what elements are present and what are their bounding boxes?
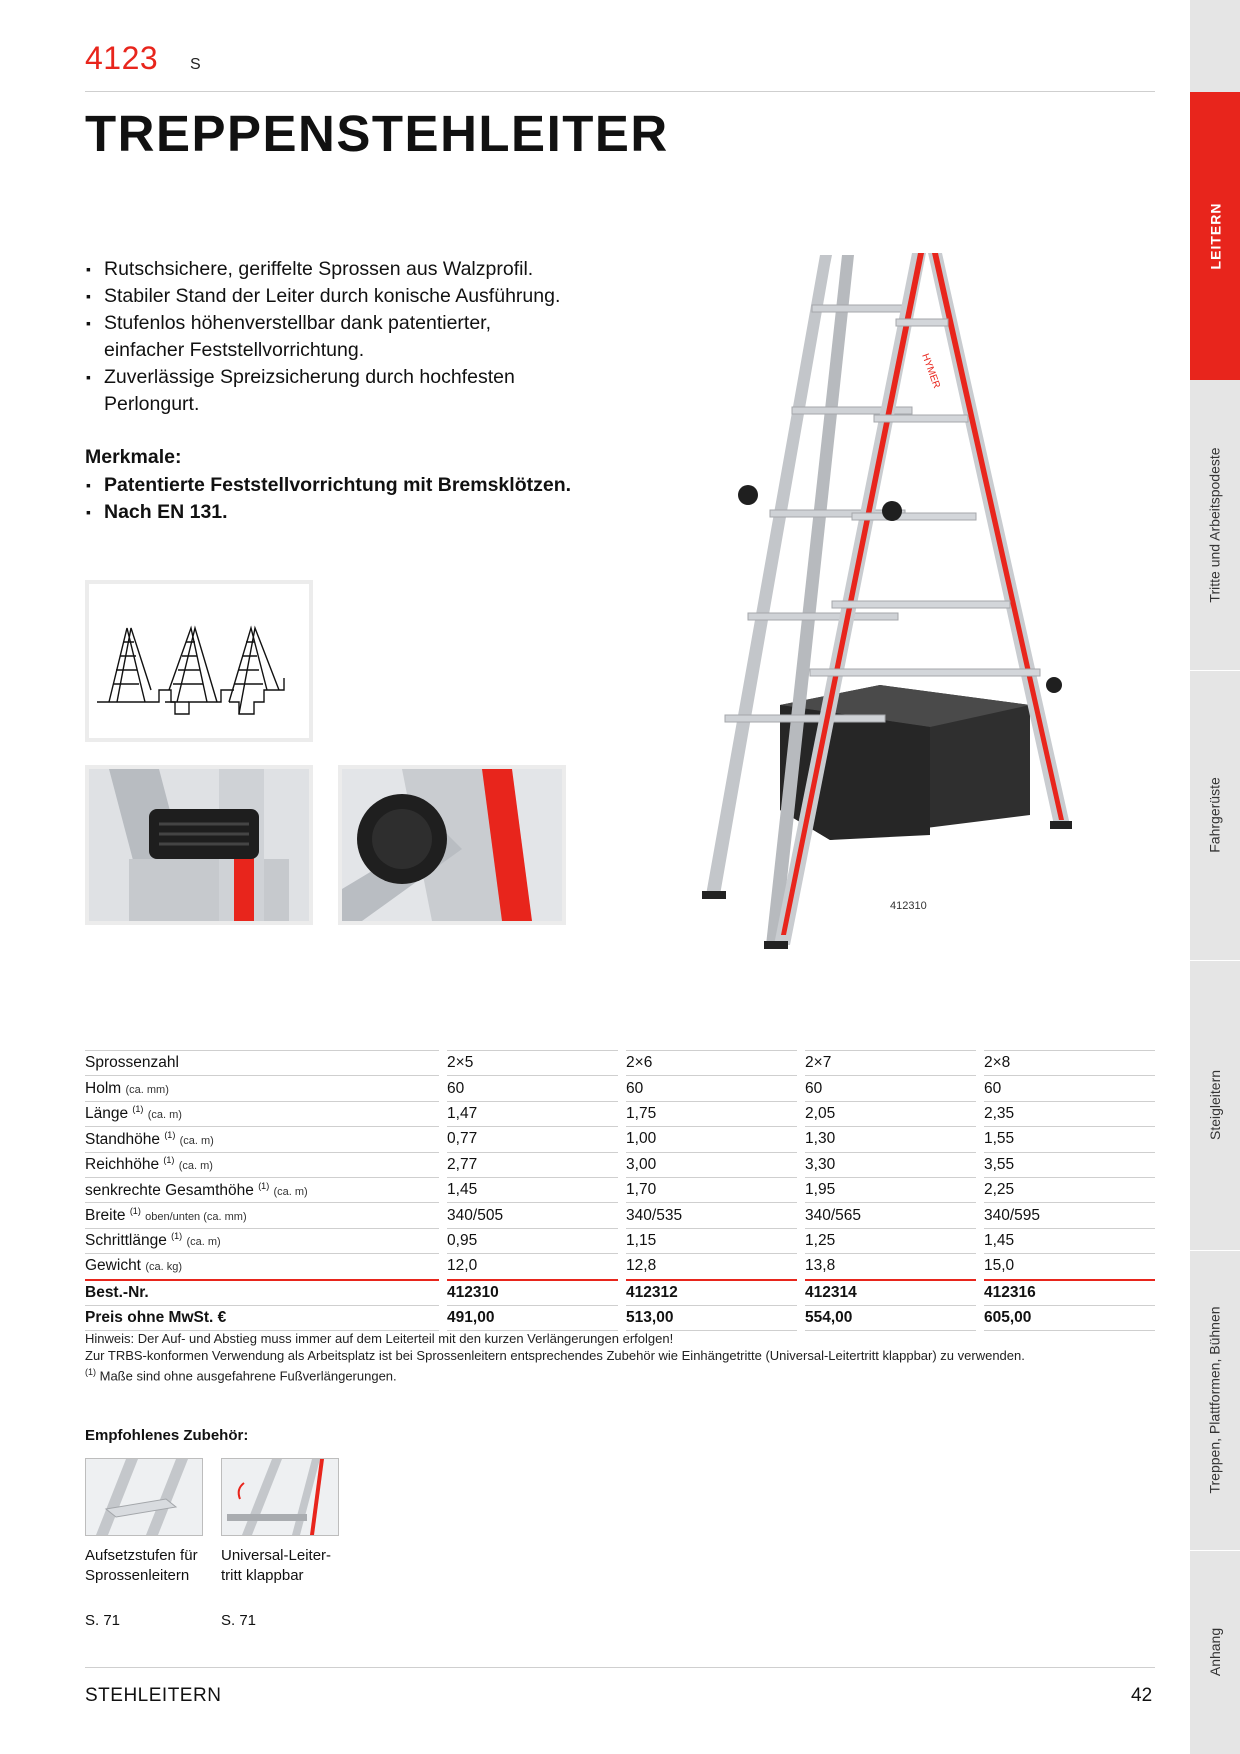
table-cell: 2,35 (984, 1102, 1155, 1127)
table-cell: 1,55 (984, 1127, 1155, 1152)
table-cell: 1,75 (626, 1102, 797, 1127)
table-cell: 3,00 (626, 1153, 797, 1178)
row-unit: (ca. m) (186, 1236, 221, 1249)
brand-mark: HYMER (919, 352, 942, 390)
table-cell: 12,8 (626, 1254, 797, 1280)
side-navigation (1190, 0, 1240, 1754)
table-row-label (85, 1254, 439, 1280)
table-header-cell: 2×7 (805, 1050, 976, 1076)
table-cell: 340/565 (805, 1203, 976, 1228)
table-cell: 491,00 (447, 1306, 618, 1331)
table-cell: 1,45 (447, 1178, 618, 1203)
row-unit: (ca. m) (179, 1134, 214, 1147)
row-unit: (ca. kg) (145, 1261, 182, 1274)
side-tab-treppen[interactable] (1190, 1250, 1240, 1550)
row-unit: (ca. m) (147, 1109, 182, 1122)
table-row-label (85, 1127, 439, 1152)
side-tab-label: Steigleitern (1207, 1069, 1224, 1141)
side-tab-fahrgerueste[interactable] (1190, 670, 1240, 960)
table-row (85, 1102, 1155, 1127)
table-cell: 1,45 (984, 1229, 1155, 1254)
product-image-ladder (660, 245, 1090, 960)
side-tab-label: Treppen, Plattformen, Bühnen (1207, 1306, 1224, 1494)
footnote-mark: (1) (85, 1367, 96, 1377)
header-divider (85, 91, 1155, 92)
row-label-text: Länge (85, 1105, 129, 1123)
footnote-text: Maße sind ohne ausgefahrene Fußverlängerungen. (96, 1368, 397, 1384)
note-line: Hinweis: Der Auf- und Abstieg muss immer auf dem Leiterteil mit den kurzen Verlängerungen erfolgen! (85, 1331, 674, 1346)
table-cell: 1,00 (626, 1127, 797, 1152)
feature-item: ▪ Patentierte Feststellvorrichtung mit Bremsklötzen. (85, 472, 645, 499)
table-cell: 1,95 (805, 1178, 976, 1203)
side-tab-label: Fahrgerüste (1207, 777, 1224, 853)
row-footnote-mark: (1) (164, 1129, 176, 1140)
row-unit: (ca. m) (273, 1185, 308, 1198)
table-row (85, 1281, 1155, 1306)
row-label-text: Breite (85, 1207, 126, 1225)
table-cell: 60 (626, 1076, 797, 1101)
product-number: 4123 (85, 40, 159, 76)
table-cell: 3,55 (984, 1153, 1155, 1178)
stair-ladder-illustration (89, 584, 309, 738)
stair-usage-diagram (85, 580, 313, 742)
footer-divider (85, 1667, 1155, 1668)
table-cell: 3,30 (805, 1153, 976, 1178)
table-body (85, 1076, 1155, 1331)
description-item: ▪ Stabiler Stand der Leiter durch konische Ausführung. (85, 283, 645, 310)
table-cell: 1,15 (626, 1229, 797, 1254)
feature-item: ▪ Nach EN 131. (85, 499, 645, 526)
row-unit: (ca. m) (178, 1160, 213, 1173)
side-tab-leitern[interactable] (1190, 92, 1240, 380)
table-row (85, 1153, 1155, 1178)
table-row-label (85, 1076, 439, 1101)
step-ladder-illustration (660, 245, 1090, 960)
accessory-page-ref[interactable]: S. 71 (221, 1612, 257, 1629)
accessory-image-aufsetzstufen[interactable] (85, 1458, 203, 1536)
table-header-label: Sprossenzahl (85, 1050, 439, 1076)
table-cell: 1,25 (805, 1229, 976, 1254)
side-tab-steigleitern[interactable] (1190, 960, 1240, 1250)
row-footnote-mark: (1) (258, 1180, 270, 1191)
table-cell: 60 (447, 1076, 618, 1101)
page-title: TREPPENSTEHLEITER (85, 105, 669, 162)
table-row-label (85, 1306, 439, 1331)
features-heading: Merkmale: (85, 446, 182, 468)
table-cell: 60 (805, 1076, 976, 1101)
product-suffix: S (190, 56, 201, 73)
accessory-label[interactable]: Aufsetzstufen für Sprossenleitern (85, 1547, 198, 1584)
table-cell: 340/505 (447, 1203, 618, 1228)
description-item: ▪ Zuverlässige Spreizsicherung durch hochfesten Perlongurt. (85, 364, 564, 418)
table-cell: 13,8 (805, 1254, 976, 1280)
table-cell: 2,77 (447, 1153, 618, 1178)
side-tab-label: Anhang (1207, 1627, 1223, 1677)
table-cell: 0,95 (447, 1229, 618, 1254)
row-footnote-mark: (1) (163, 1155, 175, 1166)
row-unit: oben/unten (ca. mm) (145, 1211, 247, 1224)
specification-table (85, 1050, 1155, 1331)
footer-section-name: STEHLEITERN (85, 1685, 222, 1706)
table-row (85, 1203, 1155, 1228)
table-row (85, 1306, 1155, 1331)
main-image-caption: 412310 (890, 900, 927, 912)
table-row-label (85, 1178, 439, 1203)
description-item: ▪ Rutschsichere, geriffelte Sprossen aus Walzprofil. (85, 256, 645, 283)
row-label-text: Holm (85, 1079, 122, 1097)
description-list (85, 256, 645, 418)
table-row (85, 1076, 1155, 1101)
table-cell: 412312 (626, 1281, 797, 1306)
row-footnote-mark: (1) (171, 1231, 183, 1242)
row-label-text: senkrechte Gesamthöhe (85, 1181, 254, 1199)
note-line (85, 1364, 1165, 1384)
table-row-label (85, 1102, 439, 1127)
table-cell: 412310 (447, 1281, 618, 1306)
table-row-label (85, 1153, 439, 1178)
table-cell: 12,0 (447, 1254, 618, 1280)
table-row (85, 1178, 1155, 1203)
description-item: ▪ Stufenlos höhenverstellbar dank patentierter, einfacher Feststellvorrichtung. (85, 310, 544, 364)
table-cell: 513,00 (626, 1306, 797, 1331)
adjustment-knob-photo (338, 765, 566, 925)
table-row-label (85, 1281, 439, 1306)
table-cell: 412314 (805, 1281, 976, 1306)
table-header-cell: 2×8 (984, 1050, 1155, 1076)
side-tab-label: Tritte und Arbeitspodeste (1207, 447, 1224, 603)
row-footnote-mark: (1) (129, 1205, 141, 1216)
table-row (85, 1127, 1155, 1152)
side-tab-tritte[interactable] (1190, 380, 1240, 670)
page-number: 42 (1131, 1685, 1153, 1706)
table-cell: 1,30 (805, 1127, 976, 1152)
note-line: Zur TRBS-konformen Verwendung als Arbeitsplatz ist bei Sprossenleitern entsprechendes Zubehör wie Einhängetritte (Universal-Leitertritt klappbar) zu verwenden. (85, 1348, 1025, 1363)
row-label-text: Best.-Nr. (85, 1283, 149, 1301)
row-label-text: Standhöhe (85, 1130, 160, 1148)
table-cell: 2,05 (805, 1102, 976, 1127)
table-row (85, 1229, 1155, 1254)
table-cell: 60 (984, 1076, 1155, 1101)
row-label-text: Schrittlänge (85, 1232, 167, 1250)
features-list (85, 472, 645, 526)
table-cell: 1,47 (447, 1102, 618, 1127)
table-cell: 2,25 (984, 1178, 1155, 1203)
table-cell: 15,0 (984, 1254, 1155, 1280)
table-cell: 605,00 (984, 1306, 1155, 1331)
table-header-row (85, 1050, 1155, 1076)
side-tab-label: LEITERN (1207, 202, 1224, 270)
accessory-image-leitertritt[interactable] (221, 1458, 339, 1536)
row-label-text: Preis ohne MwSt. € (85, 1309, 227, 1327)
row-label-text: Reichhöhe (85, 1156, 160, 1174)
notes-block (85, 1330, 1165, 1384)
table-header-cell: 2×6 (626, 1050, 797, 1076)
table-cell: 340/595 (984, 1203, 1155, 1228)
table-cell: 0,77 (447, 1127, 618, 1152)
accessories-heading: Empfohlenes Zubehör: (85, 1427, 249, 1444)
accessory-label[interactable]: Universal-Leiter-tritt klappbar (221, 1547, 332, 1584)
brake-block-photo (85, 765, 313, 925)
side-tab-anhang[interactable] (1190, 1550, 1240, 1754)
row-label-text: Gewicht (85, 1257, 141, 1275)
table-row (85, 1254, 1155, 1280)
table-cell: 554,00 (805, 1306, 976, 1331)
table-cell: 412316 (984, 1281, 1155, 1306)
accessory-page-ref[interactable]: S. 71 (85, 1612, 121, 1629)
table-cell: 1,70 (626, 1178, 797, 1203)
table-row-label (85, 1203, 439, 1228)
table-cell: 340/535 (626, 1203, 797, 1228)
table-header-cell: 2×5 (447, 1050, 618, 1076)
table-row-label (85, 1229, 439, 1254)
row-unit: (ca. mm) (125, 1083, 169, 1096)
row-footnote-mark: (1) (132, 1104, 144, 1115)
